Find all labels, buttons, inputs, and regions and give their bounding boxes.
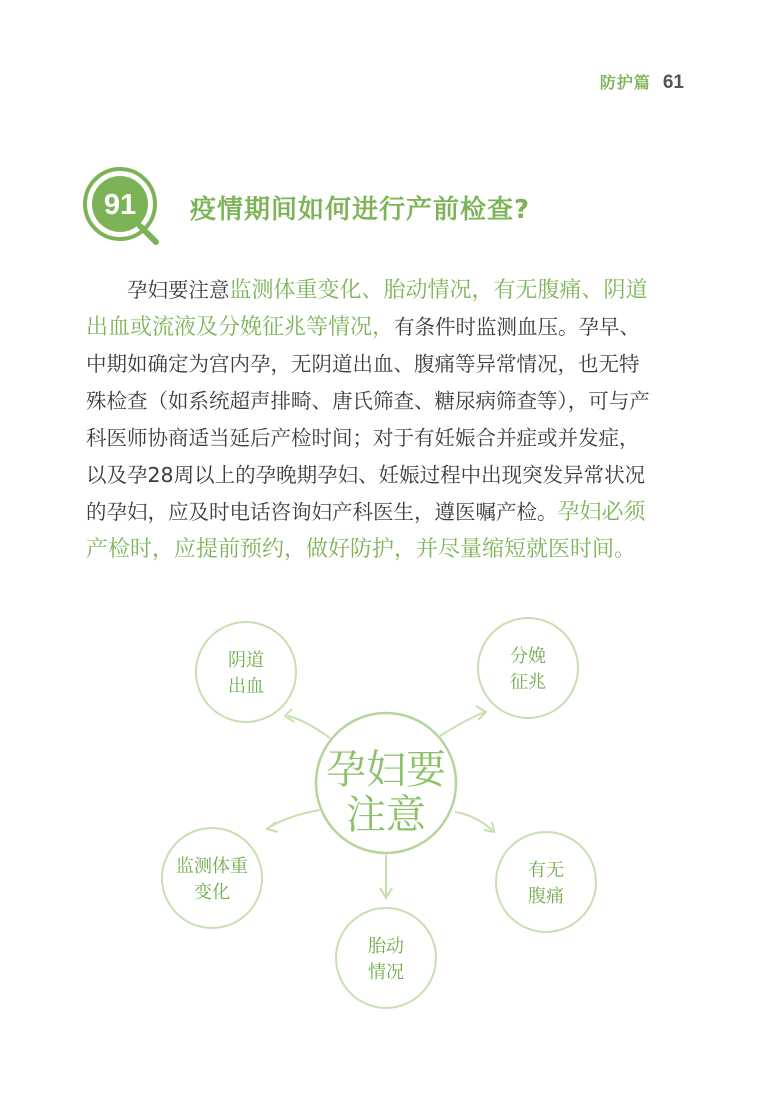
center-label: 孕妇要 [326,747,446,793]
node-label: 阴道 [228,650,264,671]
node-label: 腹痛 [528,886,564,907]
node-labor-signs [478,618,578,718]
node-label: 情况 [368,962,404,983]
body-line [86,420,686,457]
node-fetal-movement [336,908,436,1008]
body-line [86,309,686,346]
question-number: 91 [103,189,137,221]
question-number-badge [82,166,164,248]
body-text-segment: 的孕妇，应及时电话咨询妇产科医生，遵医嘱产检。 [86,500,558,524]
highlighted-text: 孕妇必须 [557,500,646,525]
body-line [86,457,686,494]
node-label: 监测体重 [176,856,248,877]
body-text-segment: 以及孕28周以上的孕晚期孕妇、妊娠过程中出现突发异常状况 [86,463,646,487]
body-text-segment: 中期如确定为宫内孕，无阴道出血、腹痛等异常情况，也无特 [86,352,640,376]
attention-diagram [0,600,768,1020]
body-line [86,494,686,531]
body-line [86,531,686,568]
body-line [86,272,686,309]
center-label: 注意 [346,792,426,838]
node-label: 出血 [228,676,264,697]
body-text-segment: 殊检查（如系统超声排畸、唐氏筛查、糖尿病筛查等），可与产 [86,389,650,413]
node-center [316,713,456,853]
node-label: 有无 [528,860,564,881]
node-vaginal-bleeding [196,622,296,722]
running-head [600,70,684,94]
node-label: 胎动 [368,936,404,957]
node-abdominal-pain [496,832,596,932]
highlighted-text: 产检时，应提前预约，做好防护，并尽量缩短就医时间。 [86,537,637,562]
node-label: 征兆 [510,672,546,693]
highlighted-text: 监测体重变化、胎动情况，有无腹痛、阴道 [229,278,648,303]
section-name: 防护篇 [599,73,651,92]
node-label: 变化 [194,882,230,903]
body-text-segment: 有条件时监测血压。孕早、 [394,315,641,339]
body-text-segment: 科医师协商适当延后产检时间；对于有妊娠合并症或并发症， [86,426,640,450]
badge-q-tail [140,226,156,242]
body-line [86,346,686,383]
highlighted-text: 出血或流液及分娩征兆等情况， [86,315,395,340]
page-number: 61 [662,72,684,93]
node-label: 分娩 [510,646,546,667]
node-weight-monitoring [162,828,262,928]
body-paragraph [86,272,686,568]
body-text-segment: 孕妇要注意 [127,278,230,302]
question-title: 疫情期间如何进行产前检查? [190,195,531,225]
body-line [86,383,686,420]
